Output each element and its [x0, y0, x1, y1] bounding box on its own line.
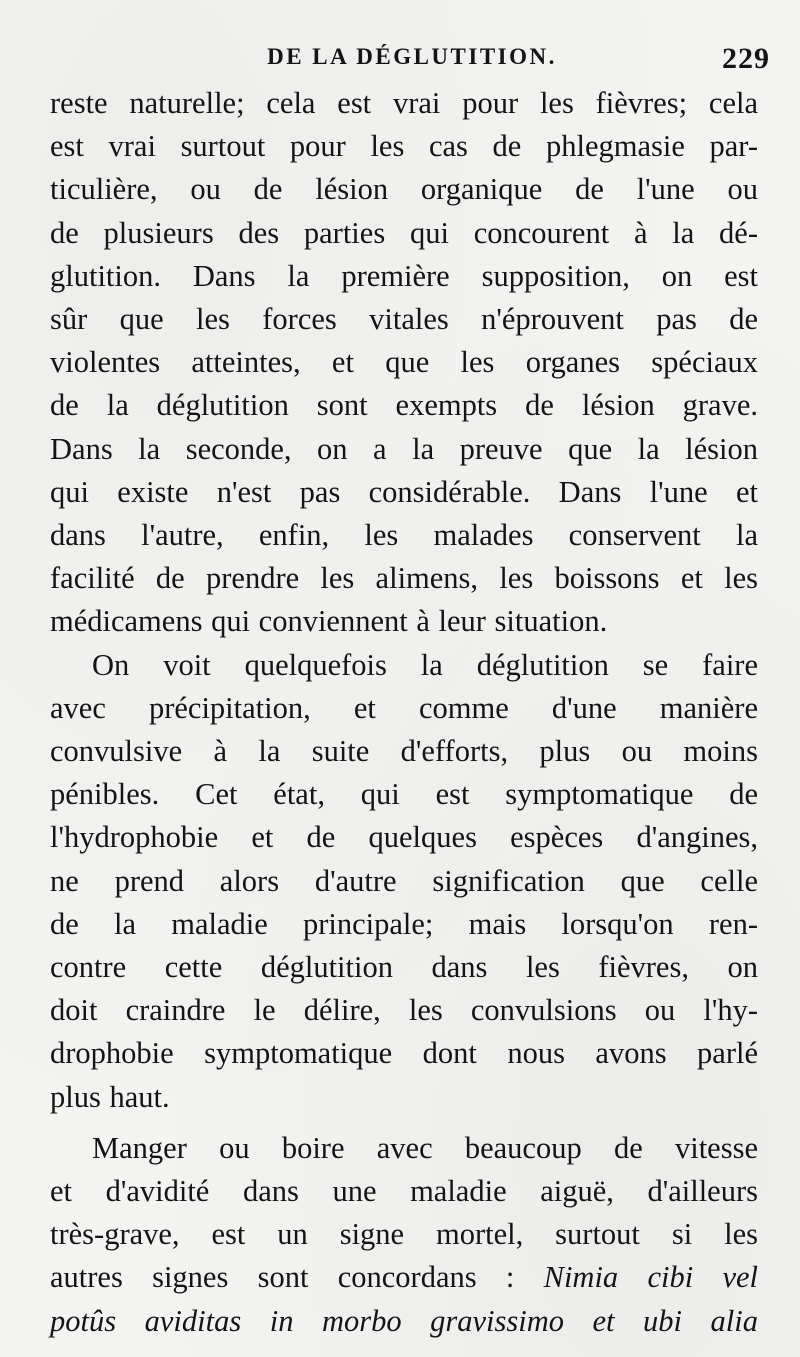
text-line: ne prend alors d'autre signification que celle — [50, 863, 758, 898]
text-line: violentes atteintes, et que les organes spéciaux — [50, 345, 758, 380]
text-line: de la déglutition sont exempts de lésion grave. — [50, 388, 758, 423]
text-line: avec précipitation, et comme d'une manière — [50, 690, 758, 725]
text-line-mixed — [50, 1256, 758, 1299]
text-line: doit craindre le délire, les convulsions ou l'hy- — [50, 993, 758, 1028]
text-line: est vrai surtout pour les cas de phlegmasie par- — [50, 129, 758, 164]
text-line: l'hydrophobie et de quelques espèces d'angines, — [50, 820, 758, 855]
text-line: facilité de prendre les alimens, les boissons et les — [50, 561, 758, 596]
text-line: médicamens qui conviennent à leur situation. — [50, 604, 608, 639]
body-text — [50, 82, 758, 1343]
paragraph-1 — [50, 82, 758, 644]
running-head: DE LA DÉGLUTITION. — [267, 44, 557, 69]
latin-quote: Nimia cibi vel — [543, 1260, 758, 1295]
text-line: convulsive à la suite d'efforts, plus ou moins — [50, 734, 758, 769]
text-line: On voit quelquefois la déglutition se faire — [92, 647, 758, 682]
text-segment: autres signes sont concordans : — [50, 1260, 515, 1295]
text-line: et d'avidité dans une maladie aiguë, d'ailleurs — [50, 1174, 758, 1209]
text-line: pénibles. Cet état, qui est symptomatique de — [50, 777, 758, 812]
page-number: 229 — [722, 42, 770, 75]
latin-quote-line: potûs aviditas in morbo gravissimo et ubi alia — [50, 1303, 758, 1338]
text-line: sûr que les forces vitales n'éprouvent pas de — [50, 302, 758, 337]
text-line: très-grave, est un signe mortel, surtout si les — [50, 1217, 758, 1252]
paragraph-2 — [50, 644, 758, 1119]
text-line: Manger ou boire avec beaucoup de vitesse — [92, 1130, 758, 1165]
text-line: reste naturelle; cela est vrai pour les fièvres; cela — [50, 86, 758, 120]
text-line: de plusieurs des parties qui concourent à la dé- — [50, 215, 758, 250]
page-header — [52, 42, 772, 82]
text-line: qui existe n'est pas considérable. Dans l'une et — [50, 474, 758, 509]
text-line: dans l'autre, enfin, les malades conservent la — [50, 518, 758, 553]
text-line: ticulière, ou de lésion organique de l'une ou — [50, 172, 758, 207]
text-line: contre cette déglutition dans les fièvres, on — [50, 950, 758, 985]
paragraph-3 — [50, 1127, 758, 1343]
text-line: glutition. Dans la première supposition, on est — [50, 258, 758, 293]
text-line: de la maladie principale; mais lorsqu'on ren- — [50, 906, 758, 941]
text-line: plus haut. — [50, 1079, 170, 1114]
text-line: drophobie symptomatique dont nous avons parlé — [50, 1036, 758, 1071]
text-line: Dans la seconde, on a la preuve que la lésion — [50, 431, 758, 466]
